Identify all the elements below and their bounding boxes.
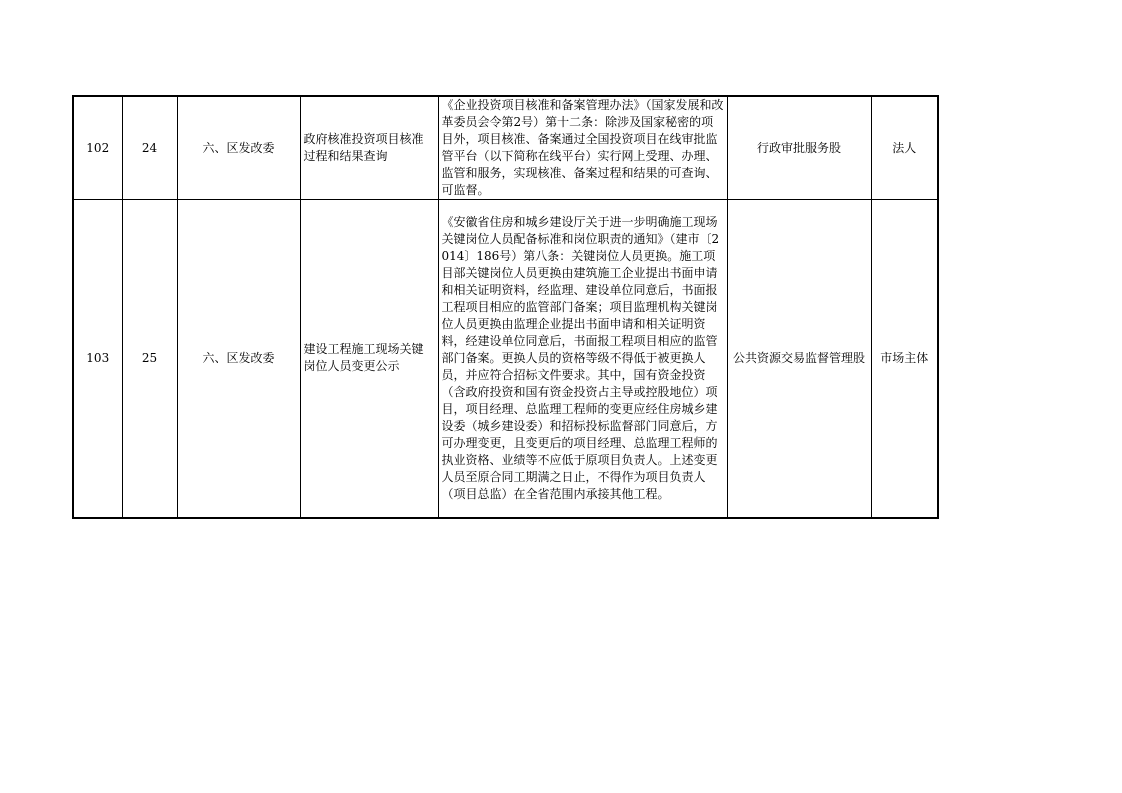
legal-basis-cell: 《企业投资项目核准和备案管理办法》（国家发展和改革委员会令第2号）第十二条：除涉及国家秘密的项目外，项目核准、备案通过全国投资项目在线审批监管平台（以下简称在线平台）实行网上受理、办理、监管和服务，实现核准、备案过程和结果的可查询、可监督。 [438,96,727,200]
table-row [73,96,938,200]
sub-seq-cell: 25 [122,200,177,518]
legal-basis-cell: 《安徽省住房和城乡建设厅关于进一步明确施工现场关键岗位人员配备标准和岗位职责的通知》（建市〔2014〕186号）第八条：关键岗位人员更换。施工项目部关键岗位人员更换由建筑施工企业提出书面申请和相关证明资料，经监理、建设单位同意后，书面报工程项目相应的监管部门备案；项目监理机构关键岗位人员更换由监理企业提出书面申请和相关证明资料，经建设单位同意后，书面报工程项目相应的监管部门备案。更换人员的资格等级不得低于被更换人员，并应符合招标文件要求。其中，国有资金投资（含政府投资和国有资金投资占主导或控股地位）项目，项目经理、总监理工程师的变更应经住房城乡建设委（城乡建设委）和招标投标监督部门同意后，方可办理变更，且变更后的项目经理、总监理工程师的执业资格、业绩等不应低于原项目负责人。上述变更人员至原合同工期满之日止，不得作为项目负责人（项目总监）在全省范围内承接其他工程。 [438,200,727,518]
department-cell: 六、区发改委 [177,200,300,518]
seq-cell: 102 [73,96,122,200]
department-cell: 六、区发改委 [177,96,300,200]
responsible-unit-cell: 公共资源交易监督管理股 [727,200,871,518]
seq-cell: 103 [73,200,122,518]
target-cell: 市场主体 [871,200,938,518]
responsible-unit-cell: 行政审批服务股 [727,96,871,200]
item-name-cell: 建设工程施工现场关键岗位人员变更公示 [300,200,438,518]
target-cell: 法人 [871,96,938,200]
disclosure-table [72,95,939,519]
sub-seq-cell: 24 [122,96,177,200]
table-row [73,200,938,518]
item-name-cell: 政府核准投资项目核准过程和结果查询 [300,96,438,200]
